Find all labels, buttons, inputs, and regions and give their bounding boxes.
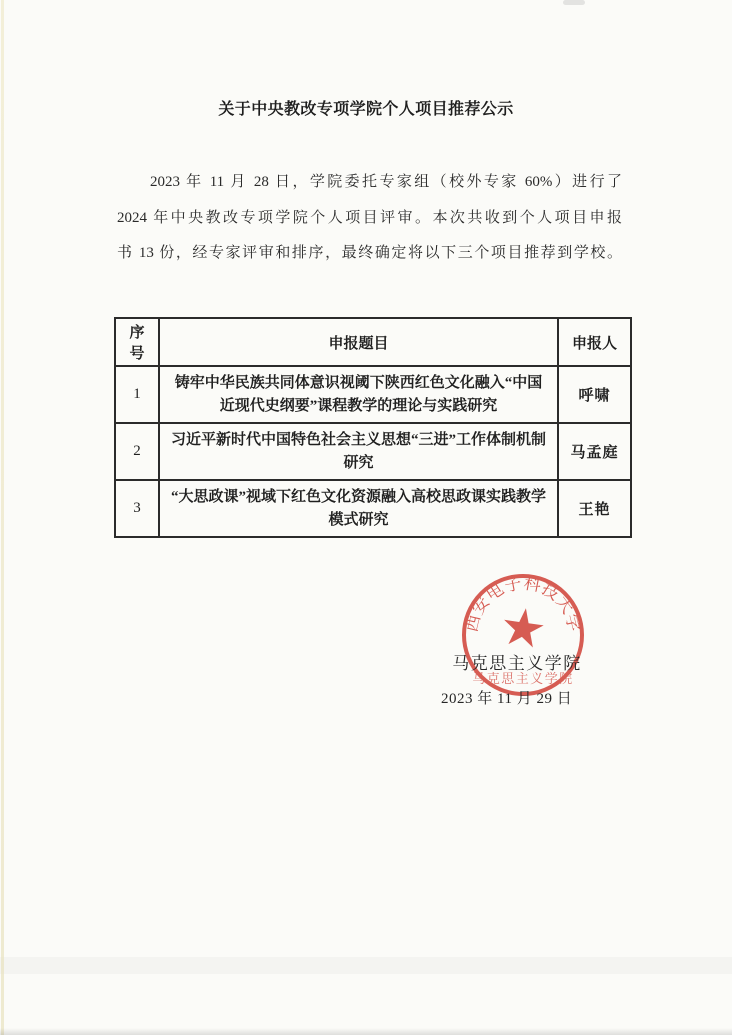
table-row	[115, 366, 631, 423]
stamp-department-text: 马克思主义学院	[472, 671, 574, 686]
document-title: 关于中央教改专项学院个人项目推荐公示	[218, 101, 514, 118]
stamp-star-icon	[501, 605, 546, 648]
projects-table	[114, 317, 632, 538]
header-cell-number: 序号	[115, 318, 159, 366]
signature-date: 2023 年 11 月 29 日	[441, 691, 573, 707]
signature-department: 马克思主义学院	[452, 654, 582, 673]
scan-artifact-left-edge	[1, 0, 4, 1035]
table-row	[115, 480, 631, 537]
cell-project-title: 铸牢中华民族共同体意识视阈下陕西红色文化融入“中国近现代史纲要”课程教学的理论与实践研究	[159, 366, 558, 423]
cell-project-title: “大思政课”视域下红色文化资源融入高校思政课实践教学模式研究	[159, 480, 558, 537]
table-row	[115, 423, 631, 480]
body-paragraph	[117, 165, 622, 272]
paragraph-line-2: 2024 年中央教改专项学院个人项目评审。本次共收到个人项目申报	[117, 209, 622, 226]
scan-artifact-band	[0, 957, 732, 974]
header-cell-title: 申报题目	[159, 318, 558, 366]
cell-applicant: 呼啸	[558, 366, 631, 423]
table-header-row	[115, 318, 631, 366]
cell-project-title: 习近平新时代中国特色社会主义思想“三进”工作体制机制研究	[159, 423, 558, 480]
scan-artifact-bottom-shadow	[0, 1028, 732, 1035]
cell-number: 1	[115, 366, 159, 423]
cell-number: 2	[115, 423, 159, 480]
cell-number: 3	[115, 480, 159, 537]
stamp-university-arc-text: 西安电子科技大学	[461, 573, 585, 634]
paragraph-line-3: 书 13 份，经专家评审和排序，最终确定将以下三个项目推荐到学校。	[117, 245, 622, 261]
official-stamp	[453, 565, 595, 707]
paragraph-line-1: 2023 年 11 月 28 日，学院委托专家组（校外专家 60%）进行了	[150, 174, 622, 190]
scan-artifact-smudge	[563, 0, 585, 5]
cell-applicant: 王艳	[558, 480, 631, 537]
header-cell-applicant: 申报人	[558, 318, 631, 366]
cell-applicant: 马孟庭	[558, 423, 631, 480]
